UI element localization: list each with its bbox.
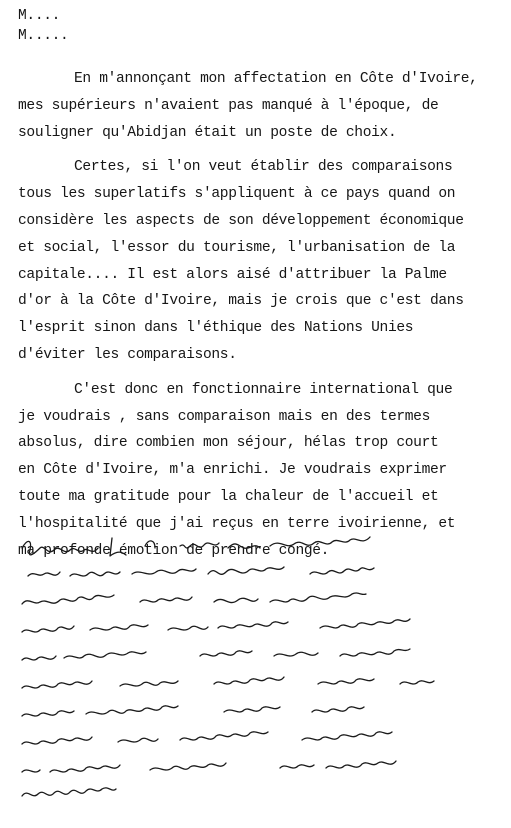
handwritten-transcription — [10, 528, 505, 828]
handwritten-line — [10, 798, 505, 828]
text-line: je voudrais , sans comparaison mais en des termes — [18, 408, 430, 425]
handwritten-line — [10, 618, 505, 648]
handwritten-line — [10, 558, 505, 588]
text-line: Certes, si l'on veut établir des comparaisons — [74, 159, 453, 176]
handwritten-line — [10, 708, 505, 738]
text-line: d'éviter les comparaisons. — [18, 346, 237, 363]
handwritten-line — [10, 678, 505, 708]
text-line: mes supérieurs n'avaient pas manqué à l'époque, de — [18, 97, 439, 114]
text-line: l'esprit sinon dans l'éthique des Nations Unies — [18, 320, 414, 337]
handwritten-line — [10, 588, 505, 618]
text-line: C'est donc en fonctionnaire international que — [74, 381, 453, 398]
text-line: absolus, dire combien mon séjour, hélas trop court — [18, 435, 439, 452]
text-line: ma profonde émotion de prendre congé. — [18, 542, 330, 559]
typed-letter — [18, 6, 488, 564]
handwritten-line — [10, 738, 505, 768]
handwritten-line — [10, 768, 505, 798]
text-line: et social, l'essor du tourisme, l'urbanisation de la — [18, 239, 456, 256]
handwritten-line — [10, 528, 505, 558]
salutation-block — [18, 6, 488, 46]
text-line: souligner qu'Abidjan était un poste de choix. — [18, 124, 397, 141]
handwritten-line — [10, 648, 505, 678]
paragraph-assignment — [18, 66, 488, 146]
salutation-line: M.... — [18, 8, 61, 24]
text-line: toute ma gratitude pour la chaleur de l'accueil et — [18, 488, 439, 505]
salutation-line: M..... — [18, 28, 69, 44]
handwritten-note — [0, 528, 511, 800]
text-line: l'hospitalité que j'ai reçus en terre ivoirienne, et — [18, 515, 456, 532]
text-line: capitale.... Il est alors aisé d'attribuer la Palme — [18, 266, 447, 283]
paragraph-comparisons — [18, 154, 488, 368]
text-line: d'or à la Côte d'Ivoire, mais je crois que c'est dans — [18, 293, 464, 310]
text-line: En m'annonçant mon affectation en Côte d'Ivoire, — [74, 71, 478, 87]
text-line: en Côte d'Ivoire, m'a enrichi. Je voudrais exprimer — [18, 462, 447, 479]
text-line: tous les superlatifs s'appliquent à ce pays quand on — [18, 186, 456, 203]
text-line: considère les aspects de son développement économique — [18, 212, 464, 229]
